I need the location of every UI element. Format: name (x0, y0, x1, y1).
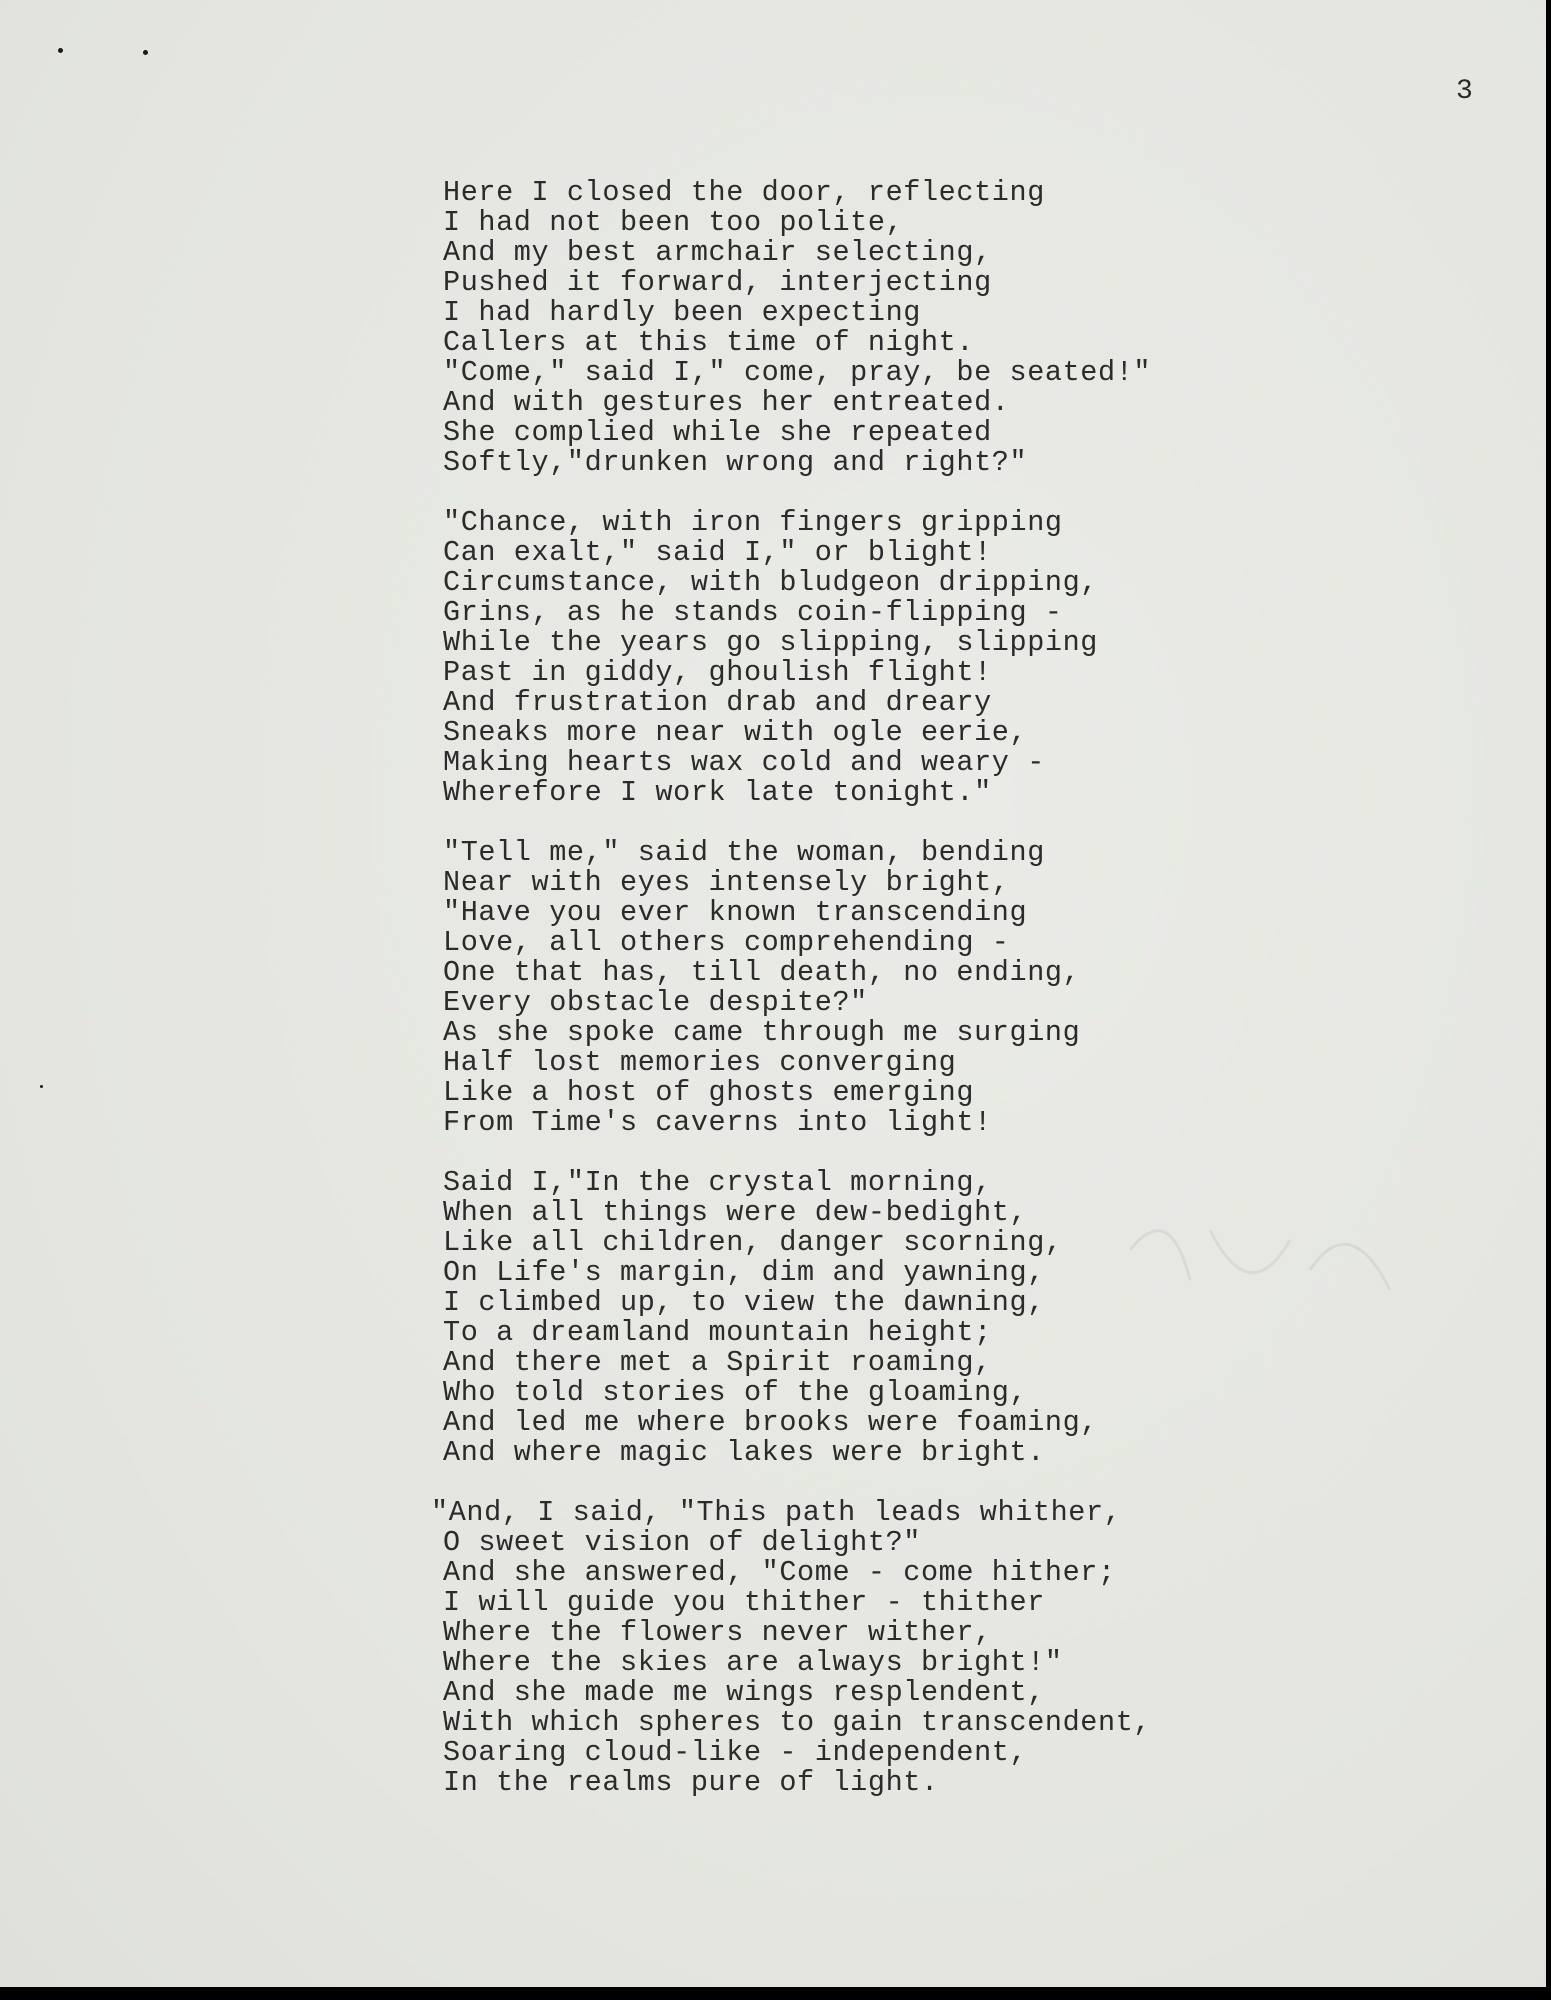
poem-line: Past in giddy, ghoulish flight! (443, 656, 992, 689)
poem-line: And my best armchair selecting, (443, 236, 992, 269)
poem-line: "Tell me," said the woman, bending (443, 836, 1045, 869)
poem-line: Where the flowers never wither, (443, 1616, 992, 1649)
poem-line: Sneaks more near with ogle eerie, (443, 716, 1028, 749)
poem-line: As she spoke came through me surging (443, 1016, 1081, 1049)
stanza (443, 838, 1523, 1138)
poem-line: When all things were dew-bedight, (443, 1196, 1028, 1229)
poem-line: To a dreamland mountain height; (443, 1316, 992, 1349)
poem-line: Who told stories of the gloaming, (443, 1376, 1028, 1409)
ink-speck (40, 1085, 43, 1088)
poem-line: Said I,"In the crystal morning, (443, 1166, 992, 1199)
poem-line: And she made me wings resplendent, (443, 1676, 1045, 1709)
poem-line: And led me where brooks were foaming, (443, 1406, 1099, 1439)
poem-line: And where magic lakes were bright. (443, 1436, 1045, 1469)
poem-line: Callers at this time of night. (443, 326, 975, 359)
poem-line: Pushed it forward, interjecting (443, 266, 992, 299)
poem-line: And she answered, "Come - come hither; (443, 1556, 1116, 1589)
poem-line: I had not been too polite, (443, 206, 904, 239)
poem-line: In the realms pure of light. (443, 1766, 939, 1799)
poem-line: "Come," said I," come, pray, be seated!" (443, 356, 1152, 389)
poem-line: Circumstance, with bludgeon dripping, (443, 566, 1099, 599)
poem-line: Wherefore I work late tonight." (443, 776, 992, 809)
stanza (443, 508, 1523, 808)
poem-line: I will guide you thither - thither (443, 1586, 1045, 1619)
poem-line: Like all children, danger scorning, (443, 1226, 1063, 1259)
poem-line: O sweet vision of delight?" (443, 1526, 921, 1559)
ink-speck (58, 48, 63, 53)
stanza (443, 1168, 1523, 1468)
poem-line: Half lost memories converging (443, 1046, 957, 1079)
page-number: 3 (1456, 76, 1473, 107)
poem-line: Here I closed the door, reflecting (443, 176, 1045, 209)
ink-speck (143, 50, 148, 55)
stanza (443, 178, 1523, 478)
poem-line: Where the skies are always bright!" (443, 1646, 1063, 1679)
poem-line: Love, all others comprehending - (443, 926, 1010, 959)
poem-line: I had hardly been expecting (443, 296, 921, 329)
poem-line: And there met a Spirit roaming, (443, 1346, 992, 1379)
poem-line: And frustration drab and dreary (443, 686, 992, 719)
stanza (431, 1496, 1523, 1799)
poem-body (431, 176, 1523, 1828)
poem-line: Near with eyes intensely bright, (443, 866, 1010, 899)
poem-line: Soaring cloud-like - independent, (443, 1736, 1028, 1769)
poem-line: She complied while she repeated (443, 416, 992, 449)
poem-line: And with gestures her entreated. (443, 386, 1010, 419)
poem-line: Grins, as he stands coin-flipping - (443, 596, 1063, 629)
poem-line: Softly,"drunken wrong and right?" (443, 446, 1028, 479)
poem-line: I climbed up, to view the dawning, (443, 1286, 1045, 1319)
poem-line: Making hearts wax cold and weary - (443, 746, 1045, 779)
poem-line: "And, I said, "This path leads whither, (431, 1496, 1122, 1529)
poem-line: "Have you ever known transcending (443, 896, 1028, 929)
poem-line: "Chance, with iron fingers gripping (443, 506, 1063, 539)
poem-line: With which spheres to gain transcendent, (443, 1706, 1152, 1739)
poem-line: Like a host of ghosts emerging (443, 1076, 975, 1109)
poem-line: From Time's caverns into light! (443, 1106, 992, 1139)
poem-line: On Life's margin, dim and yawning, (443, 1256, 1045, 1289)
poem-line: Every obstacle despite?" (443, 986, 868, 1019)
poem-line: While the years go slipping, slipping (443, 626, 1099, 659)
poem-line: Can exalt," said I," or blight! (443, 536, 992, 569)
poem-line: One that has, till death, no ending, (443, 956, 1081, 989)
